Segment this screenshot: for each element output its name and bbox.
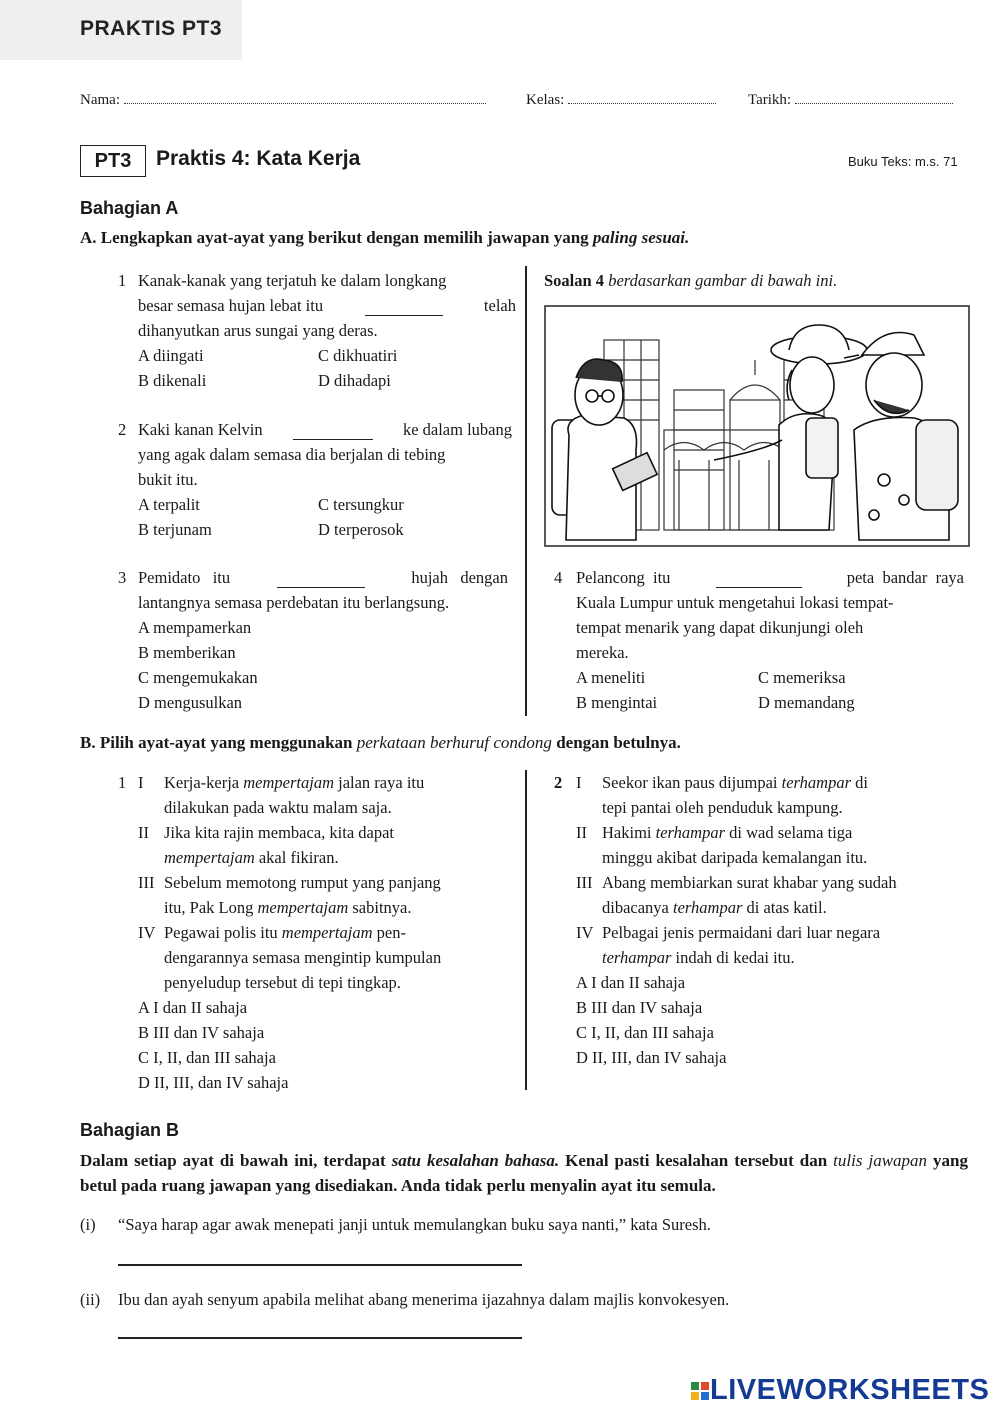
question-1: [138, 268, 516, 343]
bahagian-a-heading: Bahagian A: [80, 198, 179, 218]
question-1-line3: dihanyutkan arus sungai yang deras.: [138, 321, 378, 340]
bb-instr-2: Kenal pasti kesalahan tersebut dan: [559, 1151, 834, 1170]
question-2-line3: bukit itu.: [138, 470, 198, 489]
question-3-number: 3: [118, 568, 127, 587]
bb-instr-em1: satu kesalahan bahasa.: [391, 1151, 560, 1170]
b2-statement-2-num: II: [576, 823, 587, 842]
question-2-line1a: Kaki kanan Kelvin: [138, 420, 263, 439]
question-2: [138, 417, 512, 492]
b2-s3-b: di atas katil.: [742, 898, 827, 917]
question-4-line1: [576, 565, 964, 590]
q3-option-c[interactable]: C mengemukakan: [138, 668, 258, 687]
b2-s3-c1: dibacanya: [602, 898, 674, 917]
b1-statement-2-line2: [164, 845, 508, 870]
b1-s2-em: mempertajam: [164, 848, 255, 867]
nama-line[interactable]: [124, 91, 486, 104]
b2-statement-2-body: [602, 820, 966, 870]
question-3-blank[interactable]: [277, 573, 365, 588]
question-1-line2b: telah: [483, 296, 516, 315]
bahagian-b-item-i-text: “Saya harap agar awak menepati janji untuk memulangkan buku saya nanti,” kata Suresh.: [118, 1215, 711, 1234]
question-4-line1a: Pelancong itu: [576, 568, 671, 587]
bahagian-b-heading: Bahagian B: [80, 1120, 180, 1140]
soalan-4-instruction: berdasarkan gambar di bawah ini.: [608, 271, 838, 290]
q2-option-d[interactable]: D terperosok: [318, 520, 404, 539]
b2-s1-a: Seekor ikan paus dijumpai: [602, 773, 782, 792]
instruction-b-emphasis: perkataan berhuruf condong: [356, 733, 552, 752]
b1-statement-4-body: [164, 920, 508, 995]
kelas-label: Kelas:: [526, 92, 565, 108]
header-tab: [0, 0, 242, 60]
b1-s2-a: Jika kita rajin membaca, kita dapat: [164, 823, 394, 842]
bahagian-b-instruction: [80, 1148, 968, 1198]
b2-statement-1-num: I: [576, 773, 582, 792]
bahagian-b-item-ii-text: Ibu dan ayah senyum apabila melihat abang menerima ijazahnya dalam majlis konvokesyen.: [118, 1290, 730, 1309]
bb-instr-1: Dalam setiap ayat di bawah ini, terdapat: [80, 1151, 392, 1170]
question-2-number: 2: [118, 420, 127, 439]
q3-option-b[interactable]: B memberikan: [138, 643, 236, 662]
question-3-line1b: hujah dengan: [411, 568, 508, 587]
soalan-4-label: Soalan 4: [544, 271, 609, 290]
q1-option-d[interactable]: D dihadapi: [318, 371, 391, 390]
q1-option-b[interactable]: B dikenali: [138, 371, 207, 390]
question-3-line1a: Pemidato itu: [138, 568, 231, 587]
answer-line-i[interactable]: [118, 1264, 522, 1266]
b2-statement-4: [576, 920, 966, 970]
b1-statement-3-num: III: [138, 873, 155, 892]
b1-s4-a: Pegawai polis itu: [164, 923, 282, 942]
nama-label: Nama:: [80, 92, 120, 108]
b2-s3-em: terhampar: [673, 898, 743, 917]
q4-option-c[interactable]: C memeriksa: [758, 668, 846, 687]
question-4-line3: tempat menarik yang dapat dikunjungi oleh: [576, 618, 864, 637]
bahagian-b-item-i-number: (i): [80, 1215, 96, 1234]
b2-statement-3: [576, 870, 966, 920]
question-4-number: 4: [554, 568, 563, 587]
instruction-a-emphasis: paling sesuai.: [592, 228, 690, 247]
question-1-line1: Kanak-kanak yang terjatuh ke dalam longkang: [138, 271, 447, 290]
answer-line-ii[interactable]: [118, 1337, 522, 1339]
b1-s4-b: pen-: [372, 923, 406, 942]
b2-option-a[interactable]: A I dan II sahaja: [576, 973, 686, 992]
b1-s3-c1: itu, Pak Long: [164, 898, 258, 917]
b2-s4-b: indah di kedai itu.: [671, 948, 795, 967]
question-4-blank[interactable]: [716, 573, 802, 588]
b1-s1-em: mempertajam: [243, 773, 334, 792]
question-4: [576, 565, 964, 665]
header-tab-label: PRAKTIS PT3: [80, 17, 223, 40]
b1-s1-c: dilakukan pada waktu malam saja.: [164, 798, 392, 817]
tarikh-field[interactable]: [748, 91, 953, 109]
q2-option-c[interactable]: C tersungkur: [318, 495, 404, 514]
question-1-blank[interactable]: [365, 301, 443, 316]
tourists-illustration: [544, 300, 970, 548]
b1-statement-3-body: [164, 870, 508, 920]
b2-s1-em: terhampar: [781, 773, 852, 792]
b1-s3-a: Sebelum memotong rumput yang panjang: [164, 873, 441, 892]
b1-statement-4-num: IV: [138, 923, 156, 942]
question-1-number: 1: [118, 271, 127, 290]
b2-statement-4-line2: [602, 945, 966, 970]
b1-s1-a: Kerja-kerja: [164, 773, 244, 792]
question-4-line1b: peta bandar raya: [846, 568, 964, 587]
b2-statement-2: [576, 820, 966, 870]
instruction-b-text: B. Pilih ayat-ayat yang menggunakan: [80, 733, 357, 752]
b2-s2-b: di wad selama tiga: [725, 823, 853, 842]
question-4-line4: mereka.: [576, 643, 629, 662]
b1-statement-3-line2: [164, 895, 508, 920]
b1-statement-2-num: II: [138, 823, 149, 842]
question-2-line1: [138, 417, 512, 442]
b1-s1-b: jalan raya itu: [333, 773, 425, 792]
instruction-b-suffix: dengan betulnya.: [551, 733, 681, 752]
b1-statement-1-line1: [164, 770, 508, 795]
b1-option-c[interactable]: C I, II, dan III sahaja: [138, 1048, 276, 1067]
question-3-line2: lantangnya semasa perdebatan itu berlangsung.: [138, 593, 450, 612]
b2-s4-a: Pelbagai jenis permaidani dari luar negara: [602, 923, 881, 942]
question-4-line2: Kuala Lumpur untuk mengetahui lokasi tempat-: [576, 593, 894, 612]
b2-statement-3-body: [602, 870, 966, 920]
b2-statement-3-line2: [602, 895, 966, 920]
b-question-1: [138, 770, 508, 995]
b2-s2-em: terhampar: [655, 823, 725, 842]
b2-statement-3-num: III: [576, 873, 593, 892]
b2-statement-1-line1: [602, 770, 966, 795]
q4-option-a[interactable]: A meneliti: [576, 668, 646, 687]
b2-statement-1-body: [602, 770, 966, 820]
b1-statement-1: [138, 770, 508, 820]
pt3-badge: PT3: [80, 145, 146, 177]
question-3-line1: [138, 565, 508, 590]
b2-option-c[interactable]: C I, II, dan III sahaja: [576, 1023, 714, 1042]
q4-option-b[interactable]: B mengintai: [576, 693, 658, 712]
b2-statement-2-line1: [602, 820, 966, 845]
b1-statement-4: [138, 920, 508, 995]
b2-statement-4-body: [602, 920, 966, 970]
b1-option-b[interactable]: B III dan IV sahaja: [138, 1023, 265, 1042]
tarikh-label: Tarikh:: [748, 92, 792, 108]
kelas-line[interactable]: [568, 91, 716, 104]
b1-s3-b: sabitnya.: [348, 898, 412, 917]
b2-s2-c: minggu akibat daripada kemalangan itu.: [602, 848, 868, 867]
tarikh-line[interactable]: [795, 91, 953, 104]
b2-statement-4-num: IV: [576, 923, 594, 942]
q1-option-c[interactable]: C dikhuatiri: [318, 346, 398, 365]
question-2-line1b: ke dalam lubang: [402, 420, 512, 439]
bb-instr-em2a: tulis: [833, 1151, 863, 1170]
b1-s4-em: mempertajam: [281, 923, 373, 942]
b-question-1-number: 1: [118, 773, 127, 792]
b1-statement-1-num: I: [138, 773, 144, 792]
q4-option-d[interactable]: D memandang: [758, 693, 855, 712]
b1-s3-em: mempertajam: [257, 898, 349, 917]
bb-instr-em2b: jawapan: [868, 1151, 928, 1170]
instruction-a: [80, 228, 689, 248]
kelas-field[interactable]: [526, 91, 716, 109]
b-question-2-number: 2: [554, 773, 563, 792]
liveworksheets-logo: [690, 1374, 989, 1407]
column-divider-b: [525, 770, 527, 1090]
bb-instr-3: yang betul pada ruang jawapan yang disediakan. Anda tidak perlu menyalin ayat itu semula.: [80, 1151, 969, 1195]
instruction-b: [80, 733, 681, 753]
b1-option-d[interactable]: D II, III, dan IV sahaja: [138, 1073, 289, 1092]
q3-option-a[interactable]: A mempamerkan: [138, 618, 252, 637]
q2-option-b[interactable]: B terjunam: [138, 520, 212, 539]
b2-statement-1: [576, 770, 966, 820]
b2-s1-c: tepi pantai oleh penduduk kampung.: [602, 798, 843, 817]
b1-s4-c: dengarannya semasa mengintip kumpulan: [164, 948, 442, 967]
question-2-line2: yang agak dalam semasa dia berjalan di tebing: [138, 445, 446, 464]
instruction-a-text: A. Lengkapkan ayat-ayat yang berikut dengan memilih jawapan yang: [80, 228, 593, 247]
question-3: [138, 565, 508, 615]
b2-s4-em: terhampar: [602, 948, 672, 967]
b1-s2-b: akal fikiran.: [254, 848, 339, 867]
q3-option-d[interactable]: D mengusulkan: [138, 693, 243, 712]
b2-s1-b: di: [851, 773, 868, 792]
q1-option-a[interactable]: A diingati: [138, 346, 204, 365]
b1-option-a[interactable]: A I dan II sahaja: [138, 998, 248, 1017]
b2-s2-a: Hakimi: [602, 823, 656, 842]
soalan-4-intro: [544, 268, 837, 293]
question-2-blank[interactable]: [293, 425, 373, 440]
b1-statement-2-body: [164, 820, 508, 870]
column-divider-a: [525, 266, 527, 716]
question-1-line2a: besar semasa hujan lebat itu: [138, 296, 324, 315]
b1-statement-3: [138, 870, 508, 920]
b2-s3-a: Abang membiarkan surat khabar yang sudah: [602, 873, 897, 892]
b2-option-b[interactable]: B III dan IV sahaja: [576, 998, 703, 1017]
page-title: Praktis 4: Kata Kerja: [156, 147, 361, 170]
b1-statement-2: [138, 820, 508, 870]
bahagian-b-item-ii-number: (ii): [80, 1290, 101, 1309]
q2-option-a[interactable]: A terpalit: [138, 495, 200, 514]
liveworksheets-logo-icon: [690, 1381, 710, 1401]
nama-field[interactable]: [80, 91, 486, 109]
b1-statement-4-line1: [164, 920, 508, 945]
buku-teks-reference: Buku Teks: m.s. 71: [848, 154, 958, 169]
question-1-line2: [138, 293, 516, 318]
b1-s4-d: penyeludup tersebut di tepi tingkap.: [164, 973, 401, 992]
liveworksheets-logo-text: LIVEWORKSHEETS: [710, 1374, 990, 1406]
b2-option-d[interactable]: D II, III, dan IV sahaja: [576, 1048, 727, 1067]
b-question-2: [576, 770, 966, 970]
b1-statement-1-body: [164, 770, 508, 820]
